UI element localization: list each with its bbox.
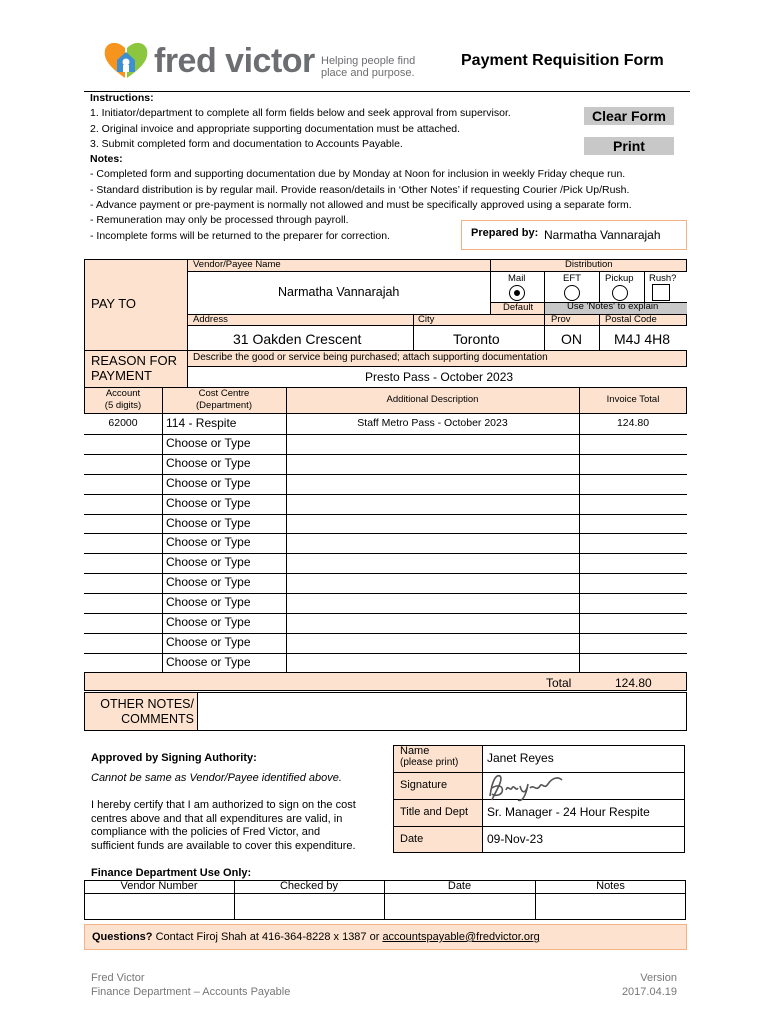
account-header: Account (5 digits): [104, 388, 142, 411]
footer-left: Fred Victor Finance Department – Accounts Payable: [91, 972, 291, 998]
signature-image: [482, 766, 572, 806]
prepared-by-box: [461, 220, 687, 250]
cost-centre-dropdown[interactable]: Choose or Type: [166, 575, 251, 589]
footer-version: Version 2017.04.19: [621, 972, 677, 998]
address-label: Address: [193, 314, 228, 325]
cost-centre-dropdown[interactable]: Choose or Type: [166, 555, 251, 569]
name-field[interactable]: Janet Reyes: [487, 751, 554, 765]
cost-centre-dropdown[interactable]: Choose or Type: [166, 496, 251, 510]
finance-notes-header: Notes: [596, 880, 625, 892]
cost-centre-dropdown[interactable]: Choose or Type: [166, 595, 251, 609]
address-field[interactable]: 31 Oakden Crescent: [233, 331, 362, 347]
vendor-name-label: Vendor/Payee Name: [193, 259, 281, 270]
eft-option-label: EFT: [563, 273, 581, 284]
reason-hint: Describe the good or service being purchased; attach supporting documentation: [193, 352, 548, 363]
invoice-total-field[interactable]: 124.80: [616, 417, 650, 429]
pickup-option-label: Pickup: [605, 273, 634, 284]
clear-form-button[interactable]: Clear Form: [584, 107, 674, 125]
cost-centre-dropdown[interactable]: Choose or Type: [166, 516, 251, 530]
date-field[interactable]: 09-Nov-23: [487, 832, 544, 846]
distribution-label: Distribution: [565, 259, 613, 270]
default-label: Default: [503, 302, 534, 313]
cost-centre-dropdown[interactable]: Choose or Type: [166, 476, 251, 490]
questions-bar: Questions? Contact Firoj Shah at 416-364-8228 x 1387 or accountspayable@fredvictor.org: [84, 924, 687, 950]
cost-centre-dropdown[interactable]: 114 - Respite: [166, 416, 237, 430]
eft-radio[interactable]: [564, 285, 580, 301]
tagline: Helping people find place and purpose.: [321, 55, 416, 79]
finance-notes-field[interactable]: [536, 894, 685, 919]
cost-centre-dropdown[interactable]: Choose or Type: [166, 615, 251, 629]
account-field[interactable]: 62000: [108, 417, 138, 429]
title-dept-field[interactable]: Sr. Manager - 24 Hour Respite: [487, 805, 650, 819]
name-label: Name (please print): [400, 745, 459, 768]
prepared-by-label: Prepared by:: [471, 227, 539, 239]
cost-centre-dropdown[interactable]: Choose or Type: [166, 655, 251, 669]
approval-note: Cannot be same as Vendor/Payee identified above.: [91, 772, 342, 784]
city-label: City: [418, 314, 435, 325]
page-title: Payment Requisition Form: [461, 52, 664, 69]
finance-date-field[interactable]: [385, 894, 535, 919]
certify-text: I hereby certify that I am authorized to sign on the cost centres above and that all expenditures are valid, in compliance with the policies of Fred Victor, and sufficient funds are available to cover this expenditure.: [91, 799, 356, 852]
instructions-block: Instructions: 1. Initiator/department to complete all form fields below and seek approval from supervisor. 2. Original invoice and appropriate supporting documentation must be attached. 3. Submit completed form and documentation to Accounts Payable. Notes: - Completed form and supporting documentation due by Monday at Noon for inclusion in weekly Friday cheque run. - Standard distribution is by regular mail. Provide reason/details in ‘Other Notes’ if requesting Courier /Pick Up/Rush. - Advance payment or pre-payment is normally not allowed and must be specifically approved using a separate form. - Remuneration may only be processed through payroll. - Incomplete forms will be returned to the preparer for correction.: [90, 92, 632, 242]
postal-code-label: Postal Code: [605, 314, 657, 325]
logo-text: fred victor: [154, 42, 315, 80]
finance-heading: Finance Department Use Only:: [91, 867, 252, 879]
accounts-payable-email-link[interactable]: accountspayable@fredvictor.org: [382, 931, 540, 943]
rush-option-label: Rush?: [649, 273, 677, 284]
total-value: 124.80: [615, 676, 652, 690]
pay-to-label: PAY TO: [91, 296, 137, 311]
cost-centre-dropdown[interactable]: Choose or Type: [166, 456, 251, 470]
reason-field[interactable]: Presto Pass - October 2023: [365, 370, 514, 384]
title-dept-label: Title and Dept: [400, 806, 469, 818]
checked-by-header: Checked by: [279, 880, 339, 892]
description-header: Additional Description: [386, 394, 479, 405]
description-field[interactable]: Staff Metro Pass - October 2023: [357, 417, 508, 429]
mail-radio[interactable]: [509, 285, 525, 301]
vendor-name-field[interactable]: Narmatha Vannarajah: [278, 285, 400, 299]
approval-heading: Approved by Signing Authority:: [91, 752, 257, 764]
prepared-by-field[interactable]: Narmatha Vannarajah: [544, 228, 661, 242]
cost-centre-dropdown[interactable]: Choose or Type: [166, 535, 251, 549]
mail-option-label: Mail: [508, 273, 526, 284]
invoice-total-header: Invoice Total: [606, 394, 660, 405]
prov-label: Prov: [551, 314, 571, 325]
notes-hint: Use 'Notes' to explain: [567, 301, 659, 312]
signature-label: Signature: [400, 779, 448, 791]
other-notes-field[interactable]: [197, 692, 687, 731]
cost-centre-header: Cost Centre (Department): [196, 388, 252, 411]
city-field[interactable]: Toronto: [453, 331, 500, 347]
cost-centre-dropdown[interactable]: Choose or Type: [166, 436, 251, 450]
rush-checkbox[interactable]: [652, 284, 670, 301]
prov-field[interactable]: ON: [561, 331, 582, 347]
finance-date-header: Date: [447, 880, 472, 892]
date-label: Date: [400, 833, 424, 845]
reason-label: REASON FOR PAYMENT: [91, 353, 177, 383]
cost-centre-dropdown[interactable]: Choose or Type: [166, 635, 251, 649]
fred-victor-logo-icon: [103, 40, 149, 80]
print-button[interactable]: Print: [584, 137, 674, 155]
other-notes-label: OTHER NOTES/ COMMENTS: [100, 697, 194, 726]
total-label: Total: [546, 676, 572, 690]
checked-by-field[interactable]: [235, 894, 384, 919]
vendor-number-field[interactable]: [85, 894, 234, 919]
vendor-number-header: Vendor Number: [120, 880, 198, 892]
postal-code-field[interactable]: M4J 4H8: [614, 331, 671, 347]
pickup-radio[interactable]: [612, 285, 628, 301]
